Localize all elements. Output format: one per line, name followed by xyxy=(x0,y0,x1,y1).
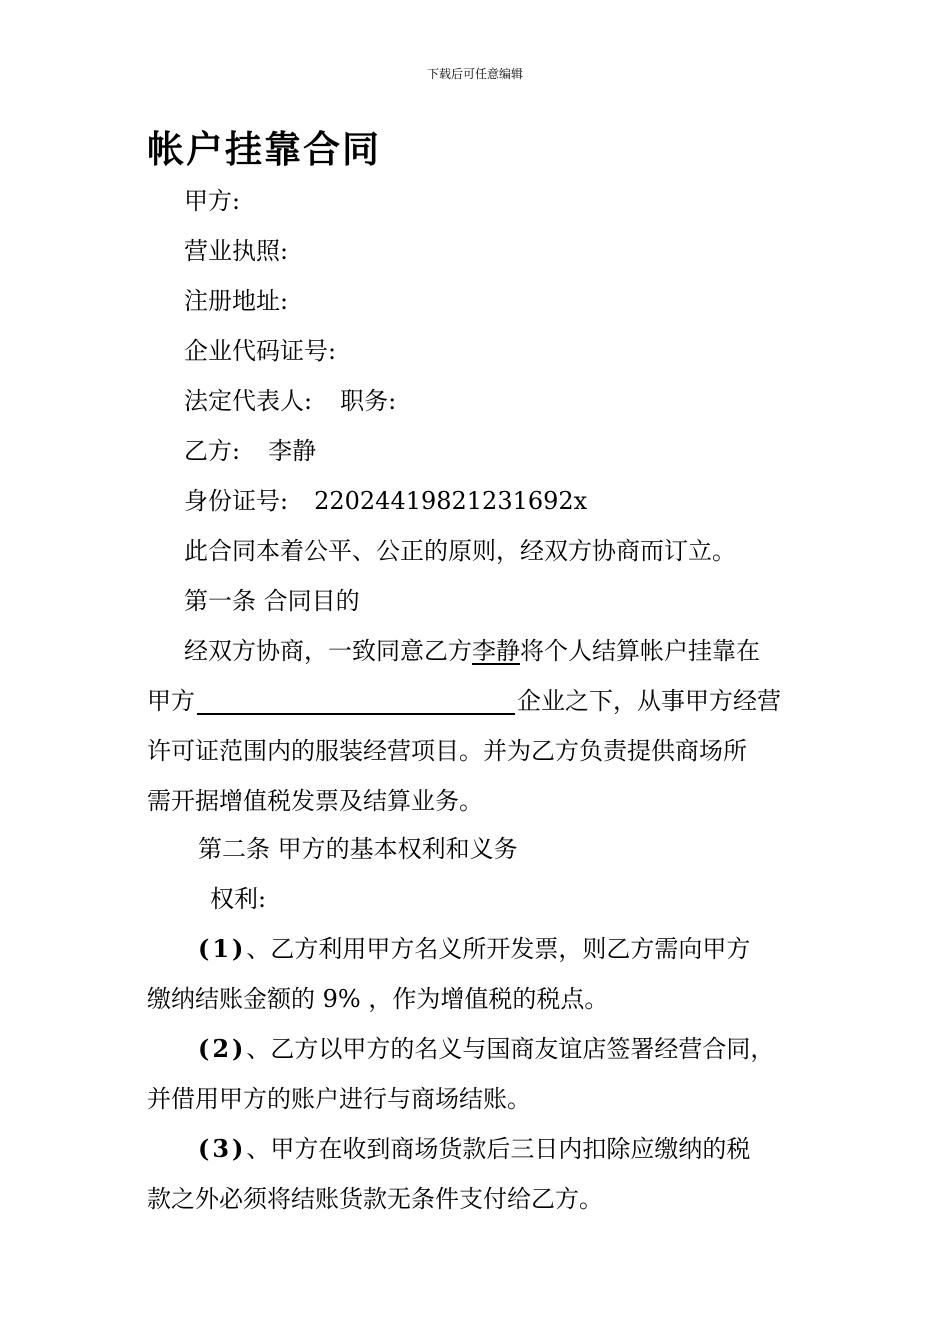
item3-number: (3) xyxy=(198,1134,247,1163)
id-number: 22024419821231692x xyxy=(314,487,588,515)
article1-text: 甲方 xyxy=(147,687,195,715)
party-b-label: 乙方: xyxy=(184,437,241,465)
org-code-line: 企业代码证号: xyxy=(184,337,337,365)
page-header: 下载后可任意编辑 xyxy=(426,67,523,81)
party-b-name-underlined: 李静 xyxy=(472,637,520,665)
article1-para-line3: 许可证范围内的服装经营项目。并为乙方负责提供商场所 xyxy=(147,737,747,765)
party-b-line xyxy=(184,437,854,465)
item1-number: (1) xyxy=(198,934,247,963)
party-b-name: 李静 xyxy=(268,437,317,465)
item2-line2: 并借用甲方的账户进行与商场结账。 xyxy=(147,1085,531,1113)
item3-text: 、甲方在收到商场货款后三日内扣除应缴纳的税 xyxy=(246,1135,751,1163)
legal-rep-line xyxy=(184,387,854,415)
article1-text: 将个人结算帐户挂靠在 xyxy=(520,637,760,665)
company-name-blank xyxy=(197,687,515,715)
item2-line1 xyxy=(198,1035,868,1063)
article1-heading: 第一条 合同目的 xyxy=(184,587,360,615)
preamble: 此合同本着公平、公正的原则，经双方协商而订立。 xyxy=(184,537,736,565)
item2-number: (2) xyxy=(198,1034,247,1063)
item2-text: 、乙方以甲方的名义与国商友谊店签署经营合同， xyxy=(246,1035,775,1063)
rights-label: 权利: xyxy=(210,885,267,913)
legal-rep-label: 法定代表人: xyxy=(184,387,313,415)
article1-text: 企业之下，从事甲方经营 xyxy=(517,687,781,715)
item3-line2: 款之外必须将结账货款无条件支付给乙方。 xyxy=(147,1185,603,1213)
article1-para-line2 xyxy=(147,687,817,715)
license-line: 营业执照: xyxy=(184,237,289,265)
item1-text: 、乙方利用甲方名义所开发票，则乙方需向甲方 xyxy=(246,935,751,963)
item1-line2: 缴纳结账金额的 9% ，作为增值税的税点。 xyxy=(147,985,609,1013)
id-line xyxy=(184,487,854,515)
id-label: 身份证号: xyxy=(184,487,289,515)
position-label: 职务: xyxy=(340,387,397,415)
item1-line1 xyxy=(198,935,868,963)
party-a-line: 甲方: xyxy=(184,187,241,215)
document-title: 帐户挂靠合同 xyxy=(147,128,381,171)
article1-text: 经双方协商，一致同意乙方 xyxy=(184,637,472,665)
item3-line1 xyxy=(198,1135,868,1163)
article1-para-line1 xyxy=(184,637,854,665)
article1-para-line4: 需开据增值税发票及结算业务。 xyxy=(147,787,483,815)
address-line: 注册地址: xyxy=(184,287,289,315)
article2-heading: 第二条 甲方的基本权利和义务 xyxy=(198,835,518,863)
